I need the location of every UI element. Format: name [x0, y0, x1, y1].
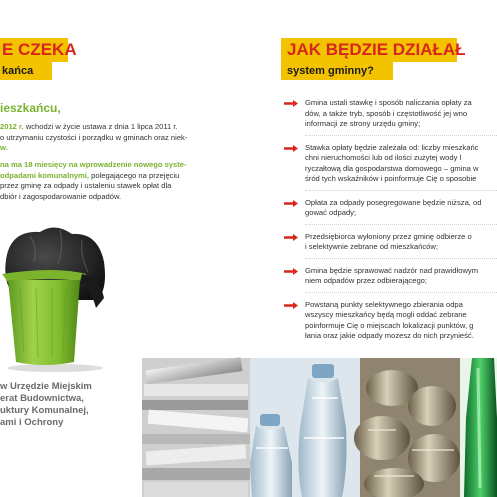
- deadline-highlight: odpadami komunalnymi,: [0, 170, 90, 180]
- list-item: [283, 232, 497, 259]
- bullet-line: Opłata za odpady posegregowane będzie niższa, od: [305, 197, 482, 207]
- intro-text: wchodzi w życie ustawa z dnia 1 lipca 2011 r.: [23, 122, 178, 131]
- deadline-text: dbiór i zagospodarowanie odpadów.: [0, 191, 122, 201]
- deadline-line: [0, 160, 187, 171]
- intro-highlight: w.: [0, 143, 8, 152]
- deadline-text: przez gminę za odpady i ustaleniu stawek opłat dla: [0, 181, 172, 190]
- bullet-line: śród tych wskaźników i poinformuje Cię o sposobie: [305, 174, 477, 183]
- bullet-line: dów, a także tryb, sposób i częstotliwość jej wno: [305, 108, 468, 118]
- divider: [305, 190, 497, 191]
- recyclables-photo: [142, 358, 497, 497]
- list-item: [283, 143, 497, 191]
- greeting-heading: ieszkańcu,: [0, 101, 61, 115]
- divider: [305, 135, 497, 136]
- arrow-right-icon: [284, 268, 298, 275]
- right-banner-title: JAK BĘDZIE DZIAŁAŁ: [281, 38, 457, 62]
- list-item: [283, 266, 497, 293]
- right-banner-subtitle: system gminny?: [281, 62, 393, 80]
- bullet-line: gować odpady;: [305, 208, 357, 217]
- metal-cans-image: [354, 358, 460, 497]
- office-address: [0, 381, 92, 429]
- intro-highlight: 2012 r.: [0, 122, 24, 131]
- list-item: [283, 98, 497, 136]
- glass-bottles-image: [460, 358, 497, 497]
- bullet-line: i selektywnie zebrane od mieszkańców;: [305, 242, 438, 251]
- deadline-line: [0, 181, 187, 192]
- intro-line: [0, 143, 187, 154]
- arrow-right-icon: [284, 302, 298, 309]
- bullet-line: wszyscy mieszkańcy będą mogli oddać zebrane: [305, 310, 467, 319]
- deadline-highlight: na ma 18 miesięcy na wprowadzenie nowego syste-: [0, 160, 187, 169]
- bullet-line: łania oraz jakie odpady możesz do nich przynieść.: [305, 331, 474, 340]
- bullet-line: Gmina ustali stawkę i sposób naliczania opłaty za: [305, 98, 472, 107]
- arrow-right-icon: [284, 200, 298, 207]
- arrow-right-icon: [284, 145, 298, 152]
- intro-line: [0, 133, 187, 144]
- intro-text: o utrzymaniu czystości i porządku w gminach oraz niek-: [0, 132, 188, 142]
- bullet-line: Stawka opłaty będzie zależała od: liczby mieszkańc: [305, 142, 479, 152]
- newspapers-image: [142, 357, 250, 497]
- bullet-line: poinformuje Cię o miejscach lokalizacji punktów, g: [305, 320, 474, 330]
- divider: [305, 224, 497, 225]
- office-line: ami i Ochrony: [0, 417, 64, 428]
- left-banner-title: E CZEKA: [0, 38, 68, 62]
- bullet-line: informacji ze strony urzędu gminy;: [305, 119, 421, 128]
- system-bullet-list: [283, 98, 497, 349]
- office-line: w Urzędzie Miejskim: [0, 381, 92, 392]
- left-banner-subtitle: kańca: [0, 62, 52, 80]
- list-item: [283, 198, 497, 225]
- bullet-line: Gmina będzie sprawować nadzór nad prawidłowym: [305, 265, 479, 275]
- deadline-text: polegającego na przejęciu: [89, 170, 180, 180]
- deadline-line: [0, 192, 187, 203]
- bullet-line: niem odpadów przez odbierającego;: [305, 276, 428, 285]
- bullet-line: ryczałtową dla gospodarstwa domowego – gmina w: [305, 163, 479, 173]
- deadline-line: [0, 171, 187, 182]
- arrow-right-icon: [284, 100, 298, 107]
- office-line: erat Budownictwa,: [0, 393, 84, 404]
- plastic-bottles-image: [250, 358, 360, 497]
- trash-bin-image: [0, 222, 110, 372]
- list-item: [283, 300, 497, 342]
- divider: [305, 258, 497, 259]
- arrow-right-icon: [284, 234, 298, 241]
- office-line: uktury Komunalnej,: [0, 405, 89, 416]
- intro-line: [0, 122, 187, 133]
- bullet-line: Powstaną punkty selektywnego zbierania odpa: [305, 299, 463, 309]
- bullet-line: chni nieruchomości lub od ilości zużytej wody l: [305, 153, 462, 162]
- divider: [305, 292, 497, 293]
- deadline-paragraph: [0, 160, 187, 202]
- bullet-line: Przedsiębiorca wyłoniony przez gminę odbierze o: [305, 231, 472, 241]
- intro-paragraph: [0, 122, 187, 154]
